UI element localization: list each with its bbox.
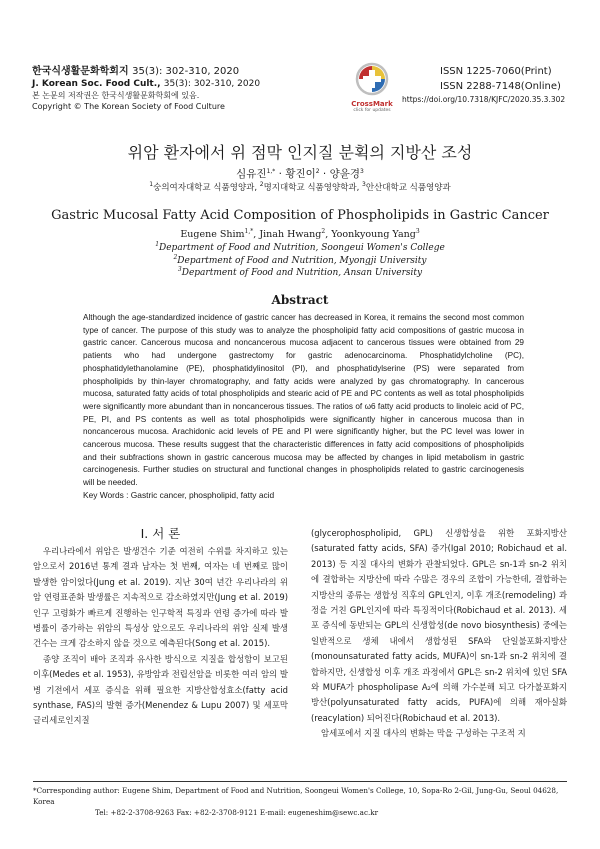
- journal-header: 한국식생활문화학회지 35(3): 302-310, 2020 J. Korean Soc. Food Cult., 35(3): 302-310, 2020 본 논문의 저작권은 한국식생활문화학회에 있음. Copyright © The Korean Society of Food Culture: [32, 66, 292, 112]
- title-kr: 위암 환자에서 위 점막 인지질 분획의 지방산 조성: [127, 143, 473, 162]
- footnote-rule: [33, 781, 567, 782]
- footnote-line-1: *Corresponding author: Eugene Shim, Department of Food and Nutrition, Soongeui Women's College, 10, Sopa-Ro 2-Gil, Jung-Gu, Seoul 04628, Korea: [33, 786, 559, 806]
- journal-name-en: J. Korean Soc. Food Cult.: [32, 79, 158, 89]
- affiliation-3: $^3$Department of Food and Nutrition, Ansan University: [177, 266, 423, 278]
- affiliations-kr: $^1$숭의여자대학교 식품영양과, $^2$명지대학교 식품영양학과, $^3$안산대학교 식품영양과: [149, 181, 451, 193]
- authors-kr: 심유진$^{1,*}$ · 황진이$^2$ · 양윤경$^3$: [236, 168, 364, 180]
- section-heading-intro: Ⅰ. 서 론: [140, 526, 181, 541]
- corresponding-author-footnote: [33, 785, 573, 818]
- authors-en: Eugene Shim$^{1,*}$, Jinah Hwang$^2$, Yoonkyoung Yang$^3$: [180, 228, 420, 240]
- keywords: [83, 490, 524, 500]
- paragraph: 종양 조직이 배아 조직과 유사한 방식으로 지질을 합성함이 보고된 이후(Medes et al. 1953), 유방암과 전립선암을 비롯한 여러 암의 발병 기전에서 세포 증식을 위해 필요한 지방산합성효소(fatty acid synthase, FAS)의 발현 증가(Menendez & Lupu 2007) 및 세포막 글리세로인지질: [33, 653, 288, 726]
- affiliation-1: $^1$Department of Food and Nutrition, Soongeui Women's College: [155, 241, 445, 253]
- journal-name-kr: 한국식생활문화학회지: [32, 66, 129, 77]
- body-column-right: [311, 526, 567, 742]
- crossmark-icon: [355, 62, 389, 96]
- affiliation-2: $^2$Department of Food and Nutrition, Myongji University: [173, 253, 427, 266]
- issn-online: ISSN 2288-7148(Online): [440, 81, 561, 92]
- paragraph: (glycerophospholipid, GPL) 신생합성을 위한 포화지방산(saturated fatty acids, SFA) 증가(Igal 2010; Robichaud et al. 2013) 등 지질 대사의 변화가 관찰되었다. GPL은 sn-1과 sn-2 위치에 결합하는 지방산에 따라 수많은 경우의 조합이 가능한데, 결합하는 지방산의 종류는 생합성 직후의 GPL인지, 이후 개조(remodeling) 과정을 거친 GPL인지에 따라 특징적이다(Robichaud et al. 2013). 세포 증식에 동반되는 GPL의 신생합성(de novo biosynthesis) 중에는 일반적으로 생체 내에서 생합성된 SFA와 단일불포화지방산(monounsaturated fatty acids, MUFA)이 sn-1과 sn-2 위치에 결합하지만, 신생합성 이후 개조 과정에서 GPL은 sn-2 위치에 있던 SFA와 MUFA가 phospholipase A₂에 의해 가수분해 되고 다가불포화지방산(polyunsaturated fatty acids, PUFA)에 의해 재아실화(reacylation) 되어진다(Robichaud et al. 2013).: [311, 528, 567, 723]
- keywords-label: Key Words :: [83, 490, 131, 500]
- crossmark-label: CrossMark: [351, 100, 393, 108]
- affiliations-en: [0, 242, 600, 280]
- issn-block: [402, 64, 580, 106]
- keywords-list: Gastric cancer, phospholipid, fatty acid: [130, 490, 275, 500]
- copyright-notice: 본 논문의 저작권은 한국식생활문화학회에 있음.: [32, 91, 200, 100]
- paragraph: 우리나라에서 위암은 발생건수 기준 여전히 수위를 차지하고 있는 암으로서 2016년 통계 결과 남자는 첫 번째, 여자는 네 번째로 많이 발생한 암이었다(Jung et al. 2019). 지난 30여 년간 우리나라의 위암 연령표준화 발생률은 지속적으로 감소하였지만(Jung et al. 2019) 인구 고령화가 빠르게 진행하는 인구학적 특징과 연령 증가에 따라 발병률이 증가하는 위암의 특성상 앞으로도 우리나라의 위암 실제 발생건수는 크게 감소하지 않을 것으로 예측된다(Song et al. 2015).: [33, 546, 288, 649]
- copyright-line: Copyright © The Korean Society of Food Culture: [32, 102, 225, 111]
- crossmark-sub: click for updates: [353, 108, 391, 113]
- paragraph: 암세포에서 지질 대사의 변화는 막을 구성하는 구조적 지: [321, 728, 526, 739]
- doi-link[interactable]: https://doi.org/10.7318/KJFC/2020.35.3.302: [402, 95, 566, 104]
- journal-pages-en: 35(3): 302-310, 2020: [163, 79, 261, 89]
- crossmark-badge[interactable]: [337, 62, 407, 114]
- footnote-line-2: Tel: +82-2-3708-9263 Fax: +82-2-3708-9121 E-mail: eugeneshim@sewc.ac.kr: [95, 808, 379, 817]
- title-en: Gastric Mucosal Fatty Acid Composition of Phospholipids in Gastric Cancer: [51, 208, 549, 223]
- issn-print: ISSN 1225-7060(Print): [440, 66, 552, 77]
- journal-pages-kr: 35(3): 302-310, 2020: [132, 66, 240, 77]
- body-column-left: [33, 544, 288, 729]
- abstract-body: Although the age-standardized incidence of gastric cancer has decreased in Korea, it remains the second most common type of cancer. The purpose of this study was to analyze the phospholipid fatty acid compositions of gastric mucosa in gastric cancer. Cancerous mucosa and noncancerous mucosa adjacent to cancerous tissues were obtained from 29 patients who had undergone gastrectomy for gastric adenocarcinoma. Phosphatidylcholine (PC), phosphatidylethanolamine (PE), phosphatidylinositol (PI), and phosphatidylserine (PS) were separated from phospholipids by thin-layer chromatography, and fatty acids were analyzed by gas chromatography. In cancerous mucosa, saturated fatty acids of total phospholipids and stearic acid of PE and PC contents as well as total phospholipids were significantly more abundant than in noncancerous tissues. The ratios of ω6 fatty acid products to linoleic acid of PC, PE, PI, and PS contents as well as total phospholipids were significantly higher in cancerous mucosa than in noncancerous mucosa. Arachidonic acid levels of PE and PI were significantly higher, but the PC level was lower in cancerous mucosa. These results suggest that the characteristic differences in fatty acid compositions of phospholipids and their subfractions shown in gastric cancerous mucosa may be affected by changes in lipid metabolism in gastric carcinogenesis. Further studies on structural and functional changes in phospholipids related to gastric carcinogenesis will be needed.: [83, 313, 524, 488]
- abstract-heading: Abstract: [271, 293, 329, 307]
